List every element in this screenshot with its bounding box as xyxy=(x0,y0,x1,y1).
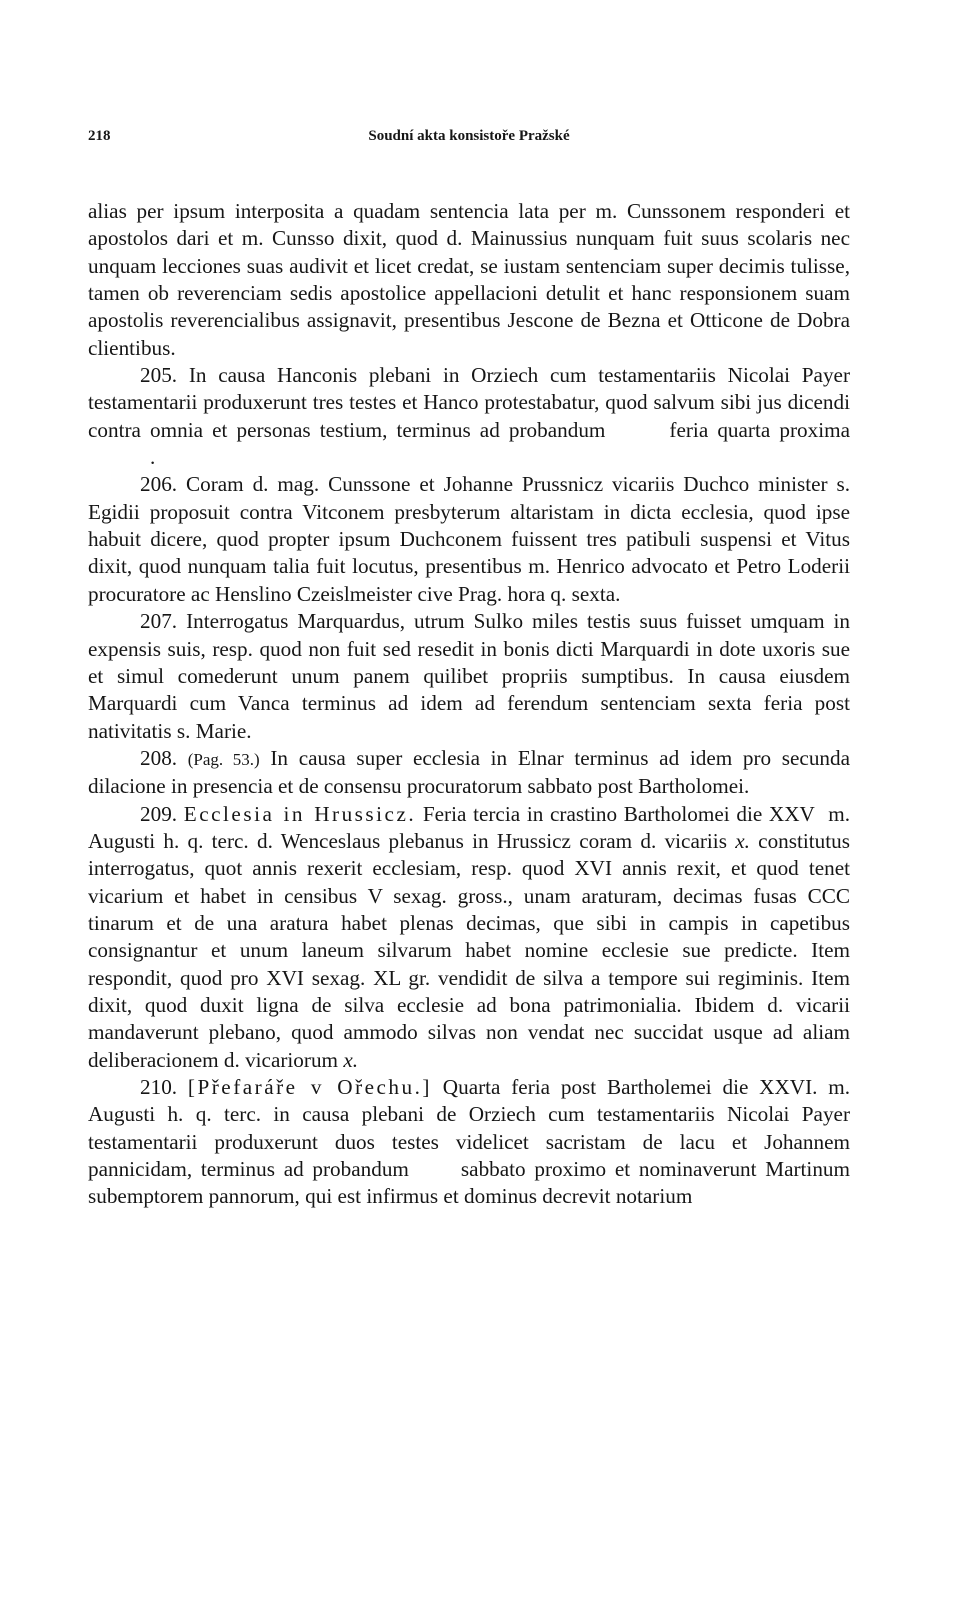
running-title: Soudní akta konsistoře Pražské xyxy=(368,128,570,144)
entry-text: Interrogatus Marquardus, utrum Sulko miles testis suus fuisset umquam in expensis suis, resp. quod non fuit sed resedit in bonis dicti Marquardi in dote uxoris sue et simul comederunt unum panem quilibet propriis sumptibus. In causa eiusdem Marquardi cum Vanca terminus ad idem ad ferendum sentenciam sexta feria post nativitatis s. Marie. xyxy=(88,609,851,743)
entry-number: 207. xyxy=(140,609,178,634)
entry-heading: [Přefaráře v Ořechu.] xyxy=(187,1075,432,1099)
page-header xyxy=(88,128,850,154)
entry-205 xyxy=(88,362,850,471)
entry-210 xyxy=(88,1074,850,1211)
entry-number: 205. xyxy=(140,363,178,388)
entry-208 xyxy=(88,745,850,801)
entry-text: constitutus interrogatus, quot annis rexerit ecclesiam, resp. quod XVI annis rexit, et quod tenet vicarium et habet in censibus V sexag. gross., unam araturam, decimas fusas CCC tinarum et de una aratura habet plenas decimas, que sibi in campis in capetibus consignantur et unum laneum silvarum habet nomine ecclesie sue predicte. Item respondit, quod pro XVI sexag. XL gr. vendidit de silva a tempore sui regiminis. Item dixit, quod duxit ligna de silva ecclesie ad bona patrimonialia. Ibidem d. vicarii mandaverunt plebano, quod ammodo silvas non vendat nec succidat usque ad aliam deliberacionem d. vicariorum xyxy=(88,828,850,1072)
entry-text: sabbato proximo et nominaverunt Martinum subemptorem pannorum, qui est infirmus et dominus decrevit notarium xyxy=(88,1157,850,1209)
entry-heading: Ecclesia in Hrussicz. xyxy=(183,801,417,826)
entry-number: 210. xyxy=(140,1075,178,1099)
abbreviation-mark: x. xyxy=(343,1047,359,1072)
entry-number: 209. xyxy=(140,801,178,826)
entry-206 xyxy=(88,471,850,608)
abbreviation-mark: x. xyxy=(735,828,750,853)
document-page xyxy=(88,128,850,1211)
entry-number: 208. xyxy=(140,745,178,770)
entry-text: Feria tercia in crastino Bartholomei die XXV xyxy=(422,801,815,826)
entry-207 xyxy=(88,608,850,745)
entry-text: Quarta feria post Bartholemei die XXVI. m. Augusti h. q. terc. in causa plebani de Orziech cum testamentariis Nicolai Payer testamentarii produxerunt duos testes videlicet sacristam de lacu et Johannem pannicidam, terminus ad probandum xyxy=(88,1075,851,1182)
page-number: 218 xyxy=(88,128,111,144)
entry-209 xyxy=(88,801,850,1074)
entry-number: 206. xyxy=(140,472,178,497)
entry-text: feria quarta proxima xyxy=(669,417,850,442)
paragraph-text: alias per ipsum interposita a quadam sentencia lata per m. Cunssonem responderi et apostolos dari et m. Cunsso dixit, quod d. Mainussius nunquam fuit suus scolaris nec unquam lecciones suas audivit et licet credat, se iustam sentenciam super decimis tulisse, tamen ob reverenciam sedis apostolice appellacioni detulit et hanc responsionem suam apostolis reverencialibus assignavit, presentibus Jescone de Bezna et Otticone de Dobra clientibus. xyxy=(88,199,850,360)
paragraph-continuation xyxy=(88,198,850,362)
entry-text: Coram d. mag. Cunssone et Johanne Prussnicz vicariis Duchco minister s. Egidii proposuit contra Vitconem presbyterum altaristam in dicta ecclesia, quod ipse habuit dicere, quod propter ipsum Duchconem fuissent tres patibuli suspensi et Vitus dixit, quod nunquam talia fuit locutus, presentibus m. Henrico advocato et Petro Loderii procuratore ac Henslino Czeislmeister cive Prag. hora q. sexta. xyxy=(88,472,851,606)
entry-text: m. Augusti h. q. terc. d. Wenceslaus plebanus in Hrussicz coram d. vicariis xyxy=(88,801,851,853)
page-reference: (Pag. 53.) xyxy=(187,749,260,769)
entry-text: In causa Hanconis plebani in Orziech cum testamentariis Nicolai Payer testamentarii produxerunt tres testes et Hanco protestabatur, quod salvum sibi jus dicendi contra omnia et personas testium, terminus ad probandum xyxy=(88,363,851,442)
entry-text: . xyxy=(150,445,156,470)
document-body xyxy=(88,198,850,1211)
entry-text: In causa super ecclesia in Elnar terminus ad idem pro secunda dilacione in presencia et de consensu procuratorum sabbato post Bartholomei. xyxy=(88,745,851,799)
